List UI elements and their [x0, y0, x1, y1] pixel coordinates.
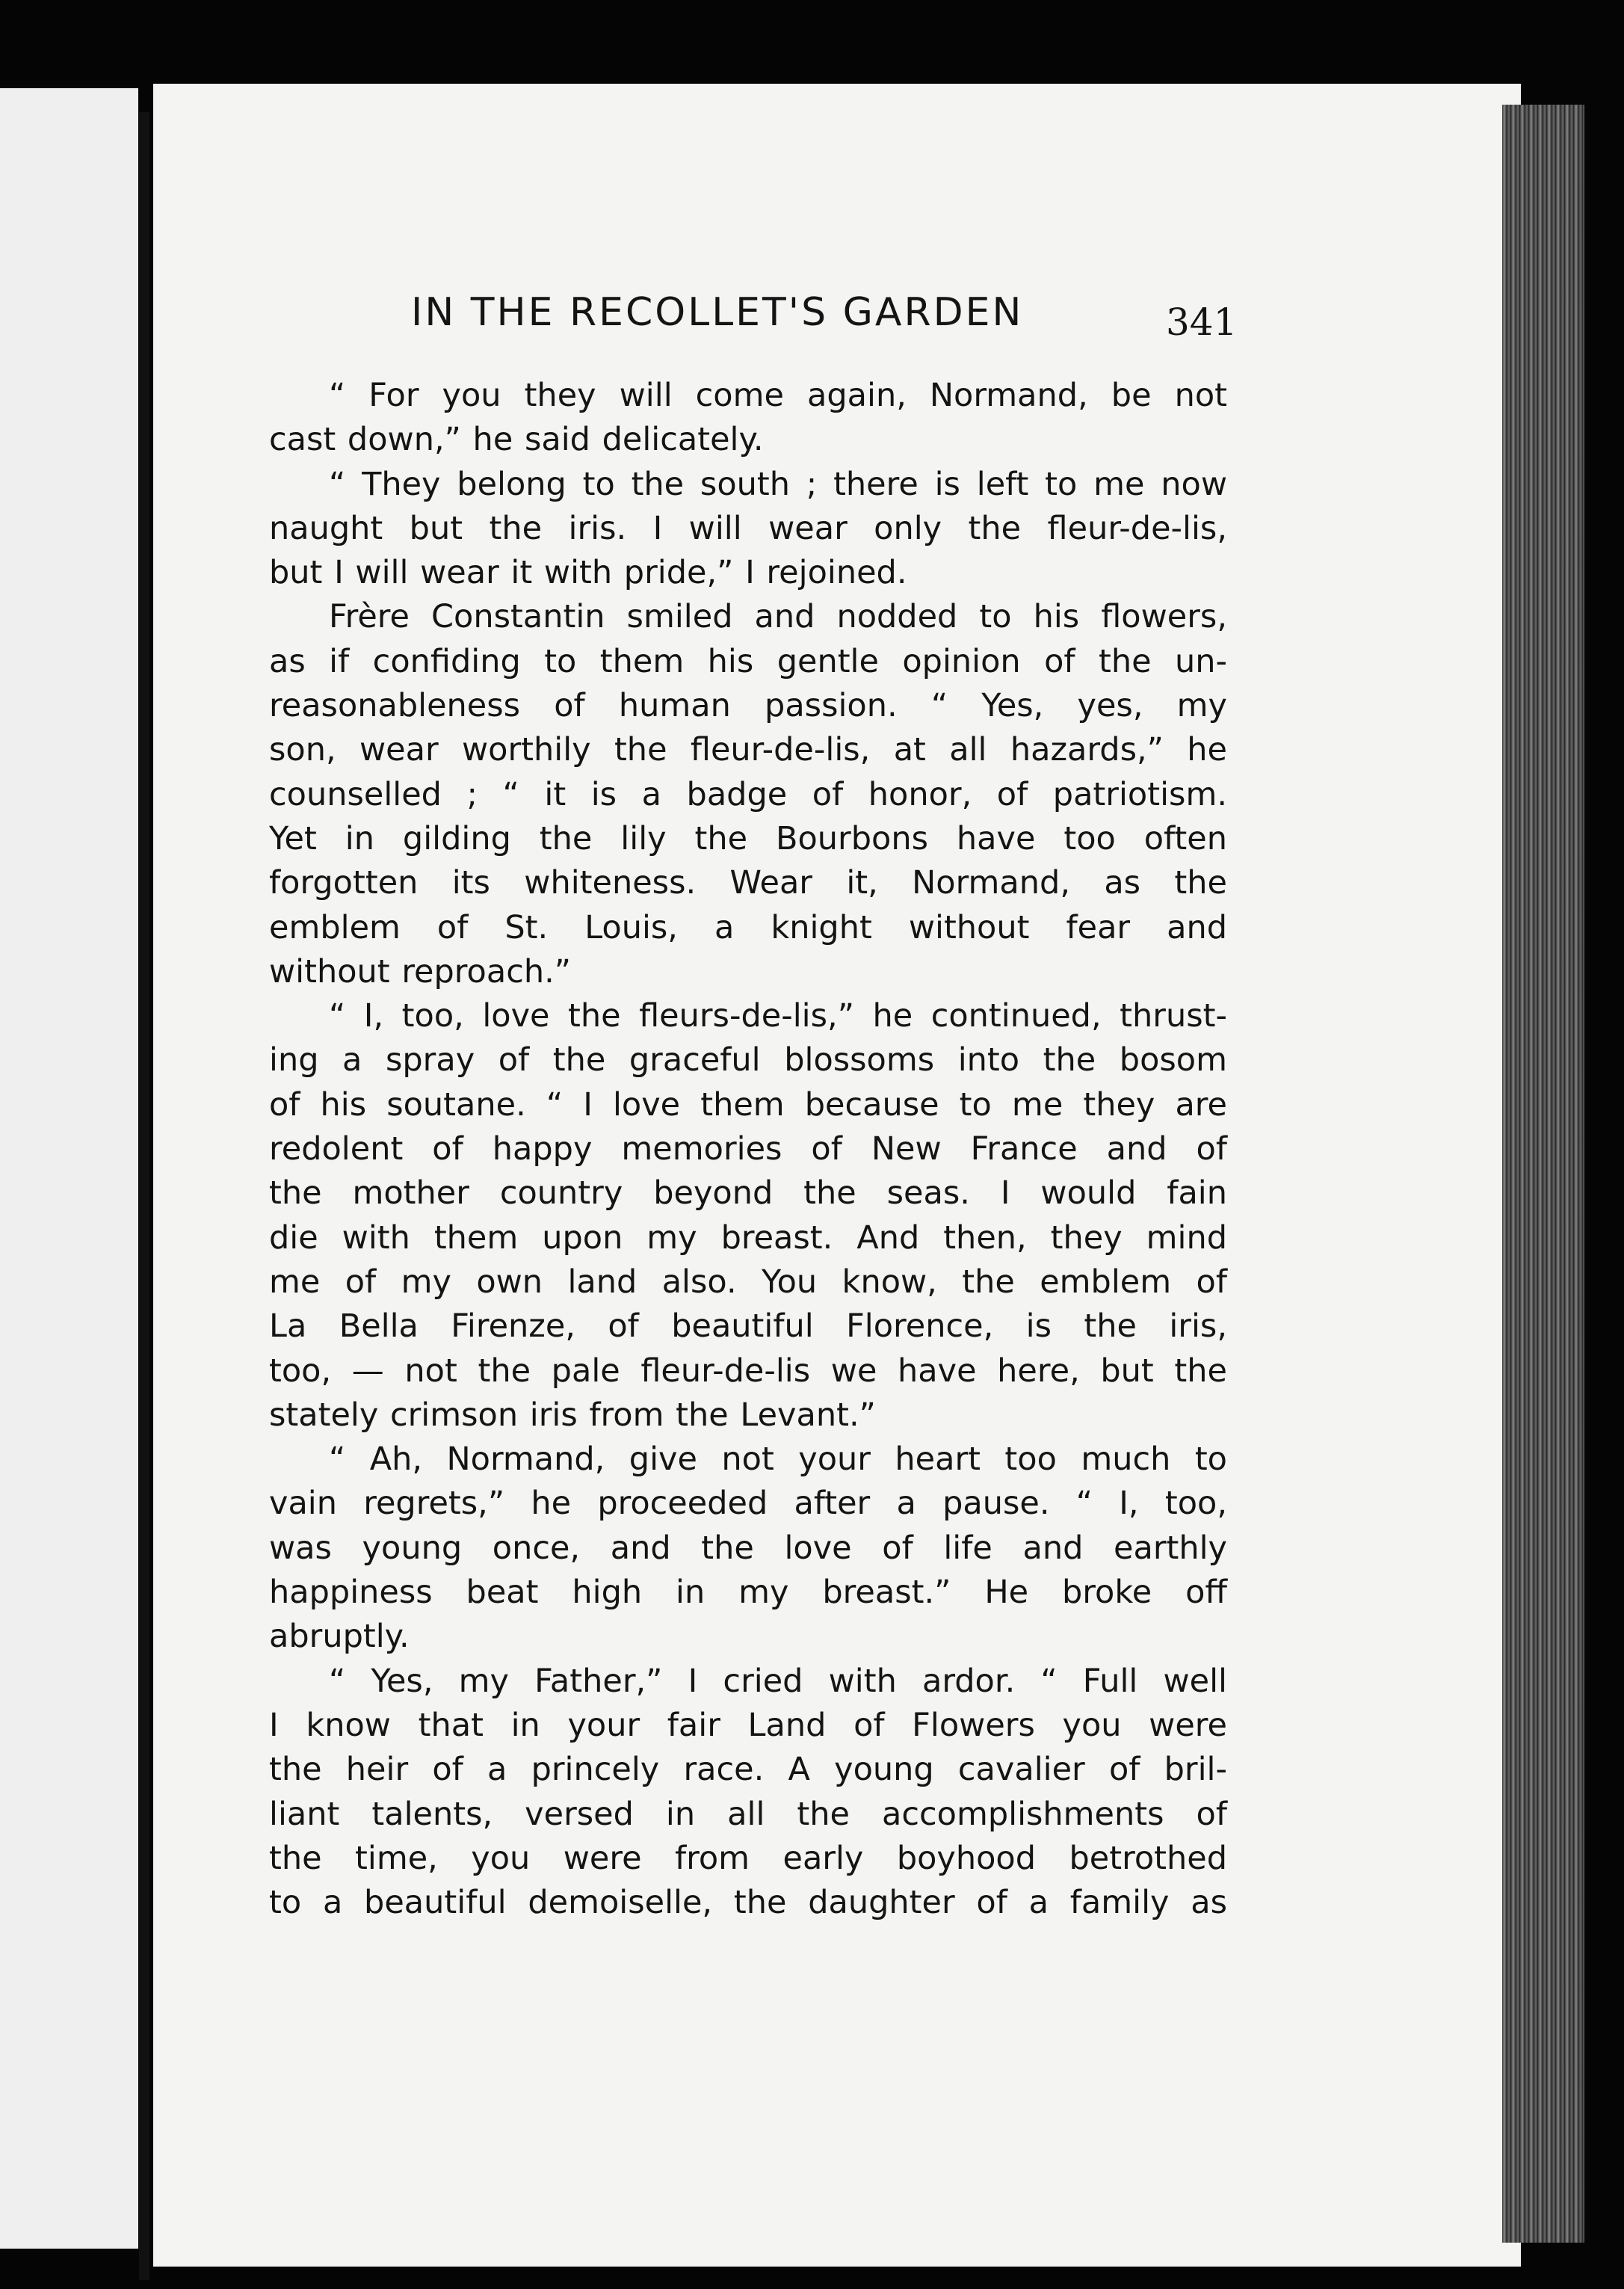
body-text [269, 374, 1227, 1925]
text-line: me of my own land also. You know, the emblem of [269, 1263, 1227, 1301]
running-header: IN THE RECOLLET'S GARDEN [411, 290, 1024, 335]
text-line: reasonableness of human passion. “ Yes, yes, my [269, 687, 1227, 725]
text-line: I know that in your fair Land of Flowers you were [269, 1706, 1227, 1744]
text-line: but I will wear it with pride,” I rejoined. [269, 554, 907, 592]
text-line: as if confiding to them his gentle opinion of the un- [269, 642, 1227, 680]
text-line: “ I, too, love the fleurs-de-lis,” he continued, thrust- [329, 997, 1227, 1035]
text-line: son, wear worthily the fleur-de-lis, at all hazards,” he [269, 731, 1227, 769]
text-line: was young once, and the love of life and earthly [269, 1529, 1227, 1567]
text-line: too, — not the pale fleur-de-lis we have here, but the [269, 1352, 1227, 1390]
text-line: “ Ah, Normand, give not your heart too much to [329, 1441, 1227, 1479]
text-line: counselled ; “ it is a badge of honor, of patriotism. [269, 775, 1227, 813]
text-line: emblem of St. Louis, a knight without fear and [269, 908, 1227, 946]
text-line: Frère Constantin smiled and nodded to his flowers, [329, 598, 1227, 636]
text-line: happiness beat high in my breast.” He broke off [269, 1574, 1227, 1612]
text-line: to a beautiful demoiselle, the daughter of a family as [269, 1884, 1227, 1922]
text-line: liant talents, versed in all the accomplishments of [269, 1795, 1227, 1833]
text-line: the heir of a princely race. A young cavalier of bril- [269, 1751, 1227, 1789]
text-line: Yet in gilding the lily the Bourbons have too often [269, 819, 1227, 857]
text-line: of his soutane. “ I love them because to me they are [269, 1085, 1227, 1124]
text-line: forgotten its whiteness. Wear it, Normand, as the [269, 864, 1227, 902]
text-line: naught but the iris. I will wear only the fleur-de-lis, [269, 509, 1227, 547]
book-gutter [139, 112, 149, 2280]
text-line: the mother country beyond the seas. I would fain [269, 1174, 1227, 1213]
text-line: vain regrets,” he proceeded after a pause. “ I, too, [269, 1485, 1227, 1523]
text-line: cast down,” he said delicately. [269, 421, 764, 459]
text-line: redolent of happy memories of New France and of [269, 1130, 1227, 1168]
text-line: La Bella Firenze, of beautiful Florence, is the iris, [269, 1307, 1227, 1346]
text-line: abruptly. [269, 1618, 410, 1656]
text-line: stately crimson iris from the Levant.” [269, 1396, 876, 1434]
text-line: die with them upon my breast. And then, they mind [269, 1219, 1227, 1257]
page-stack-edge [1502, 105, 1584, 2243]
text-line: “ For you they will come again, Normand, be not [329, 377, 1227, 414]
text-line: without reproach.” [269, 952, 572, 991]
text-line: the time, you were from early boyhood betrothed [269, 1839, 1227, 1877]
facing-page-edge [0, 88, 138, 2249]
text-line: “ Yes, my Father,” I cried with ardor. “ Full well [329, 1662, 1227, 1700]
page-number: 341 [1166, 301, 1238, 344]
text-line: “ They belong to the south ; there is left to me now [329, 465, 1227, 503]
text-line: ing a spray of the graceful blossoms into the bosom [269, 1041, 1227, 1079]
